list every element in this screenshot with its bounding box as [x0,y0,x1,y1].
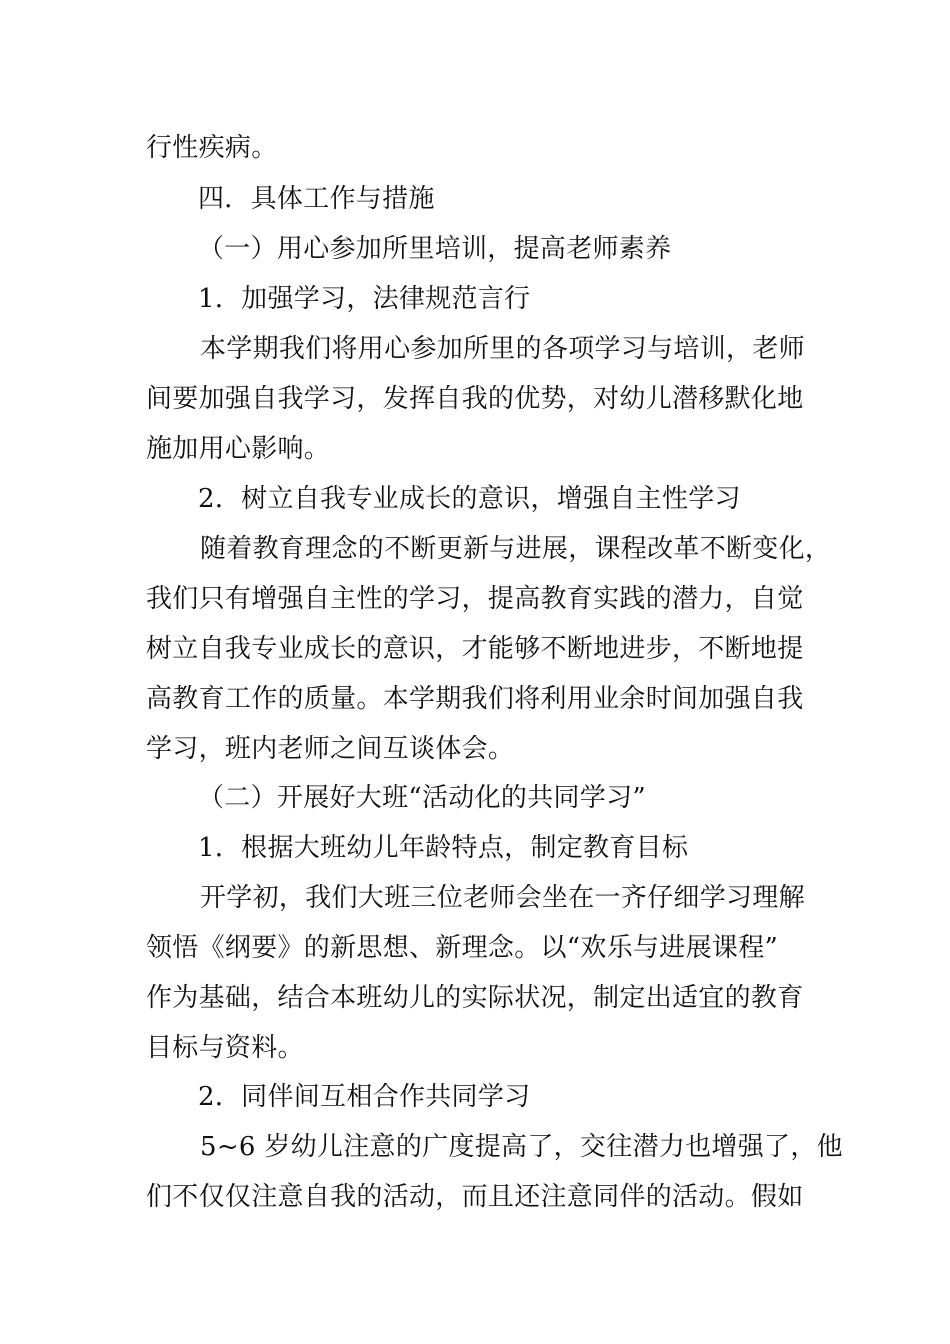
paragraph-line: 作为基础，结合本班幼儿的实际状况，制定出适宜的教育 [146,983,804,1013]
paragraph-line: 领悟《纲要》的新思想、新理念。以“欢乐与进展课程” [146,933,779,963]
paragraph-line: 本学期我们将用心参加所里的各项学习与培训，老师 [200,334,805,364]
subsection-heading: （一）用心参加所里培训，提高老师素养 [198,234,672,264]
paragraph-line: 间要加强自我学习，发挥自我的优势，对幼儿潜移默化地 [146,384,804,414]
paragraph-line: 随着教育理念的不断更新与进展，课程改革不断变化， [200,534,832,564]
paragraph-line: 目标与资料。 [146,1033,304,1063]
section-heading: 四．具体工作与措施 [198,184,435,214]
paragraph-line: 施加用心影响。 [146,434,331,464]
paragraph-line: 高教育工作的质量。本学期我们将利用业余时间加强自我 [146,684,804,714]
item-heading: 2．树立自我专业成长的意识，增强自主性学习 [198,484,741,514]
item-heading: 1．根据大班幼儿年龄特点，制定教育目标 [198,833,689,863]
paragraph-line: 们不仅仅注意自我的活动，而且还注意同伴的活动。假如 [146,1182,804,1212]
paragraph-line: 行性疾病。 [146,133,278,163]
paragraph-line: 树立自我专业成长的意识，才能够不断地进步，不断地提 [146,634,804,664]
paragraph-line: 开学初，我们大班三位老师会坐在一齐仔细学习理解 [200,883,805,913]
item-heading: 2．同伴间互相合作共同学习 [198,1082,531,1112]
subsection-heading: （二）开展好大班“活动化的共同学习” [198,783,646,813]
paragraph-line: 我们只有增强自主性的学习，提高教育实践的潜力，自觉 [146,584,804,614]
paragraph-line: 学习，班内老师之间互谈体会。 [146,734,515,764]
paragraph-line: 5~6 岁幼儿注意的广度提高了，交往潜力也增强了，他 [200,1132,843,1162]
item-heading: 1．加强学习，法律规范言行 [198,284,531,314]
